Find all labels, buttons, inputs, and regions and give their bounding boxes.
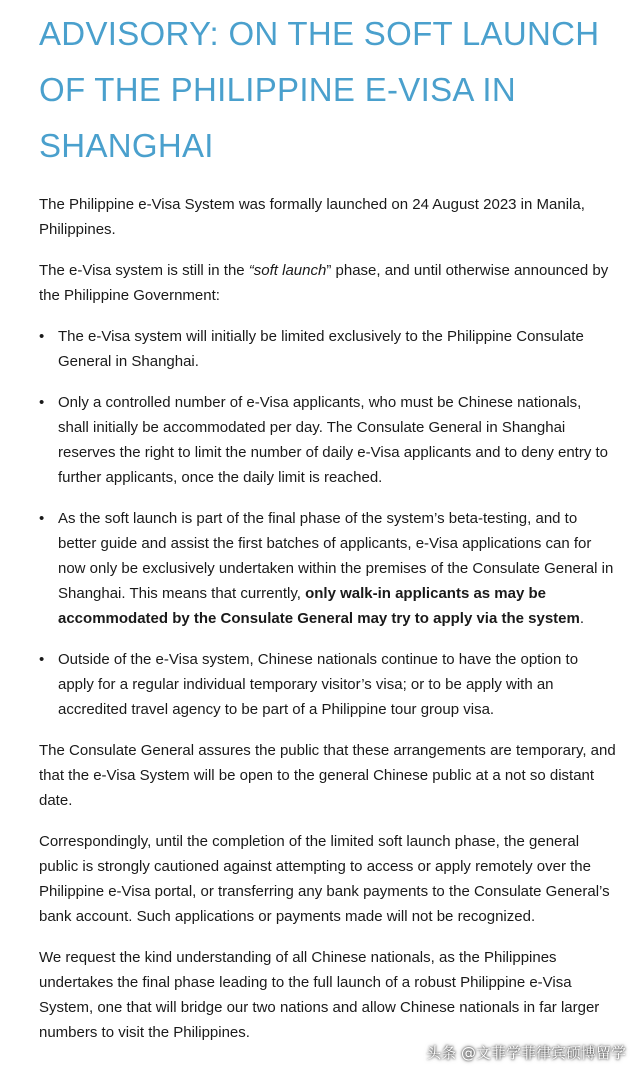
list-item-text-before: As the soft launch is part of the final phase of the system’s beta-testing, and to better guide and assist the first batches of applicants, e-Visa applications can for now only be exclusively undertaken within the premises of the Consulate General in Shanghai. This means that currently, xyxy=(58,510,614,602)
paragraph-caution: Correspondingly, until the completion of the limited soft launch phase, the general public is strongly cautioned against attempting to access or apply remotely over the Philippine e-Visa portal, or transferring any bank payments to the Consulate General’s bank account. Such applications or payments made will not be recognized. xyxy=(39,833,610,925)
page-title: ADVISORY: ON THE SOFT LAUNCH OF THE PHILIPPINE E-VISA IN SHANGHAI xyxy=(39,15,600,164)
soft-launch-italic: “soft launch xyxy=(248,262,327,279)
soft-launch-text-before: The e-Visa system is still in the xyxy=(39,262,249,279)
list-item: • Only a controlled number of e-Visa applicants, who must be Chinese nationals, shall initially be accommodated per day. The Consulate General in Shanghai reserves the right to limit the number of daily e-Visa applicants and to deny entry to further applicants, once the daily limit is reached. xyxy=(58,390,616,490)
soft-launch-text-after: ” phase, and until otherwise announced by the Philippine Government: xyxy=(39,262,609,304)
paragraph-launch: The Philippine e-Visa System was formally launched on 24 August 2023 in Manila, Philippines. xyxy=(39,196,585,238)
list-item-text-after: . xyxy=(579,610,585,627)
paragraph-assurance: The Consulate General assures the public that these arrangements are temporary, and that the e-Visa System will be open to the general Chinese public at a not so distant date. xyxy=(39,742,616,809)
list-item: • The e-Visa system will initially be limited exclusively to the Philippine Consulate General in Shanghai. xyxy=(58,324,616,374)
list-item-bold: only walk-in applicants as may be accommodated by the Consulate General may try to apply via the system xyxy=(58,585,580,627)
paragraph-request: We request the kind understanding of all Chinese nationals, as the Philippines undertakes the final phase leading to the full launch of a robust Philippine e-Visa System, one that will bridge our two nations and allow Chinese nationals in far larger numbers to visit the Philippines. xyxy=(39,949,600,1041)
watermark: 头条 @文菲学菲律宾硕博留学 xyxy=(426,1044,626,1062)
list-item: • Outside of the e-Visa system, Chinese nationals continue to have the option to apply for a regular individual temporary visitor’s visa; or to be apply with an accredited travel agency to be part of a Philippine tour group visa. xyxy=(58,647,616,722)
list-item xyxy=(58,506,616,631)
paragraph-soft-launch xyxy=(39,258,616,308)
conditions-list xyxy=(39,324,616,722)
